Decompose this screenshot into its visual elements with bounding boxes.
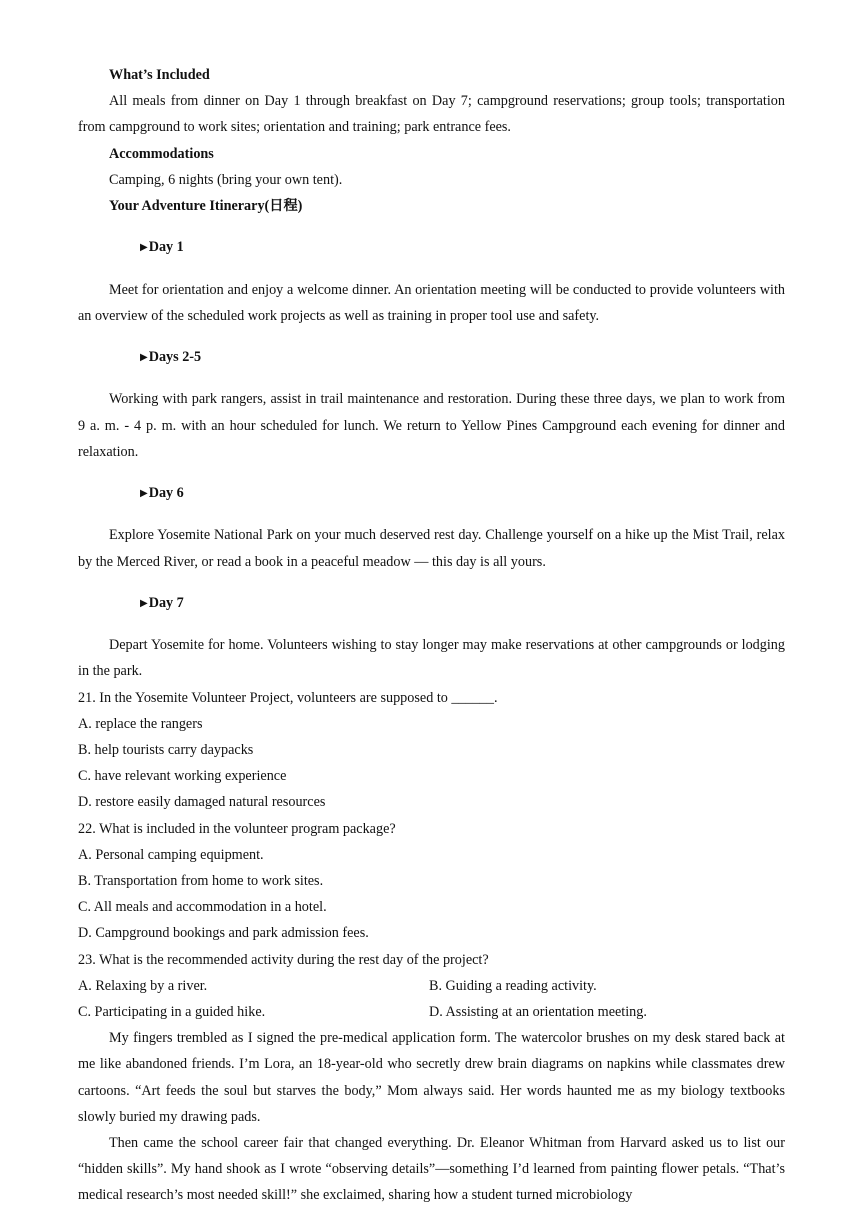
answer-option: A. Relaxing by a river.: [78, 977, 208, 994]
day-heading: [78, 479, 785, 508]
day-text: Depart Yosemite for home. Volunteers wishing to stay longer may make reservations at other campgrounds or lodging in the park.: [78, 637, 785, 680]
answer-option: B. help tourists carry daypacks: [78, 741, 254, 758]
day-heading: [78, 589, 785, 618]
answer-option: D. Assisting at an orientation meeting.: [429, 1003, 647, 1020]
section-heading-itinerary: Your Adventure Itinerary(日程): [109, 198, 303, 215]
day-heading: [78, 343, 785, 372]
answer-option-row: [78, 973, 785, 999]
answer-option: C. Participating in a guided hike.: [78, 1003, 266, 1020]
day-label: Day 6: [148, 485, 184, 502]
answer-option: D. Campground bookings and park admission fees.: [78, 925, 369, 942]
triangle-bullet-icon: ▶: [140, 242, 148, 254]
triangle-bullet-icon: ▶: [140, 352, 148, 364]
triangle-bullet-icon: ▶: [140, 488, 148, 500]
day-text: Explore Yosemite National Park on your much deserved rest day. Challenge yourself on a hike up the Mist Trail, relax by the Merced River, or read a book in a peaceful meadow — this day is all yours.: [78, 527, 785, 570]
question-stem: 21. In the Yosemite Volunteer Project, volunteers are supposed to ______.: [78, 689, 498, 706]
answer-option: B. Guiding a reading activity.: [429, 977, 597, 994]
day-heading: [78, 233, 785, 262]
passage-paragraph: My fingers trembled as I signed the pre-medical application form. The watercolor brushes on my desk stared back at me like abandoned friends. I’m Lora, an 18-year-old who secretly drew brain diagrams on napkins while classmates drew cartoons. “Art feeds the soul but starves the body,” Mom always said. Her words haunted me as my biology textbooks slowly buried my drawing pads.: [78, 1030, 785, 1125]
answer-option: A. Personal camping equipment.: [78, 846, 264, 863]
triangle-bullet-icon: ▶: [140, 597, 148, 609]
included-text: All meals from dinner on Day 1 through breakfast on Day 7; campground reservations; group tools; transportation from campground to work sites; orientation and training; park entrance fees.: [78, 93, 785, 136]
answer-option: C. All meals and accommodation in a hotel.: [78, 899, 327, 916]
answer-option-row: [78, 999, 785, 1025]
question-stem: 22. What is included in the volunteer program package?: [78, 820, 396, 837]
section-heading-accommodations: Accommodations: [109, 145, 214, 162]
passage-paragraph: Then came the school career fair that changed everything. Dr. Eleanor Whitman from Harvard asked us to list our “hidden skills”. My hand shook as I wrote “observing details”—something I’d learned from painting flower petals. “That’s medical research’s most needed skill!” she exclaimed, sharing how a student turned microbiology: [78, 1135, 785, 1204]
day-label: Day 7: [148, 594, 184, 611]
answer-option: B. Transportation from home to work sites.: [78, 872, 324, 889]
day-label: Day 1: [148, 239, 184, 256]
answer-option: C. have relevant working experience: [78, 768, 287, 785]
question-stem: 23. What is the recommended activity during the rest day of the project?: [78, 951, 489, 968]
day-label: Days 2-5: [148, 349, 202, 366]
day-text: Working with park rangers, assist in trail maintenance and restoration. During these three days, we plan to work from 9 a. m. - 4 p. m. with an hour scheduled for lunch. We return to Yellow Pines Campground each evening for dinner and relaxation.: [78, 391, 785, 460]
accommodations-text: Camping, 6 nights (bring your own tent).: [109, 171, 343, 188]
answer-option: D. restore easily damaged natural resources: [78, 794, 326, 811]
day-text: Meet for orientation and enjoy a welcome dinner. An orientation meeting will be conducted to provide volunteers with an overview of the scheduled work projects as well as training in proper tool use and safety.: [78, 281, 785, 324]
document-page: [78, 62, 785, 1209]
answer-option: A. replace the rangers: [78, 715, 203, 732]
section-heading-included: What’s Included: [109, 67, 210, 83]
